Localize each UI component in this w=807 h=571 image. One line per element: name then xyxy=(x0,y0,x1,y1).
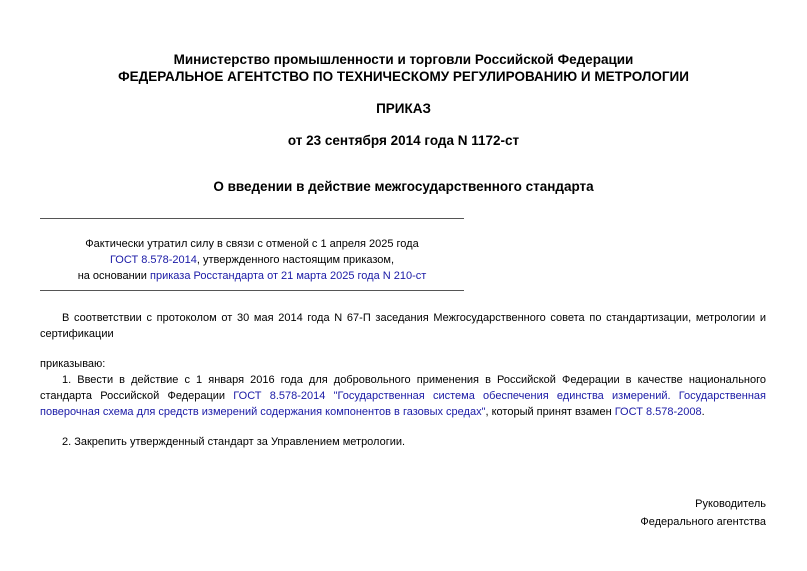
status-note-prefix: на основании xyxy=(77,270,151,282)
item-1-end: . xyxy=(701,406,705,418)
signature-title: Руководитель xyxy=(695,498,766,510)
intro-paragraph: В соответствии с протоколом от 30 мая 2014 года N 67-П заседания Межгосударственного совета по стандартизации, метрологии и сертификации xyxy=(40,312,766,340)
subject-heading: О введении в действие межгосударственного стандарта xyxy=(213,179,594,194)
item-1-text: 1. Ввести в действие с 1 января 2016 года для добровольного применения в Российской Федерации в качестве национального стандарта Российской Федерации xyxy=(40,374,766,402)
doc-type-heading: ПРИКАЗ xyxy=(376,101,431,116)
agency-heading: ФЕДЕРАЛЬНОЕ АГЕНТСТВО ПО ТЕХНИЧЕСКОМУ РЕГУЛИРОВАНИЮ И МЕТРОЛОГИИ xyxy=(118,69,689,84)
item-1-mid: , который принят взамен xyxy=(485,406,615,418)
status-note xyxy=(40,236,464,284)
item-2: 2. Закрепить утвержденный стандарт за Управлением метрологии. xyxy=(62,436,406,448)
signature-org: Федерального агентства xyxy=(640,516,766,528)
divider-top xyxy=(40,218,464,219)
signature-block xyxy=(640,495,766,531)
gost-2014-link[interactable]: ГОСТ 8.578-2014 "Государственная система обеспечения единства измерений. Государственная поверочная схема для средств измерений содержания компонентов в газовых средах" xyxy=(40,390,766,418)
ministry-heading: Министерство промышленности и торговли Российской Федерации xyxy=(173,52,634,67)
order-link[interactable]: приказа Росстандарта от 21 марта 2025 года N 210-ст xyxy=(150,270,427,282)
date-number-heading: от 23 сентября 2014 года N 1172-ст xyxy=(287,133,520,148)
divider-bottom xyxy=(40,290,464,291)
order-word: приказываю: xyxy=(40,358,106,370)
status-note-line1: Фактически утратил силу в связи с отменой с 1 апреля 2025 года xyxy=(85,238,419,250)
item-1 xyxy=(40,372,766,420)
gost-2008-link[interactable]: ГОСТ 8.578-2008 xyxy=(614,406,702,418)
gost-link[interactable]: ГОСТ 8.578-2014 xyxy=(109,254,197,266)
status-note-line2: , утвержденного настоящим приказом, xyxy=(196,254,395,266)
